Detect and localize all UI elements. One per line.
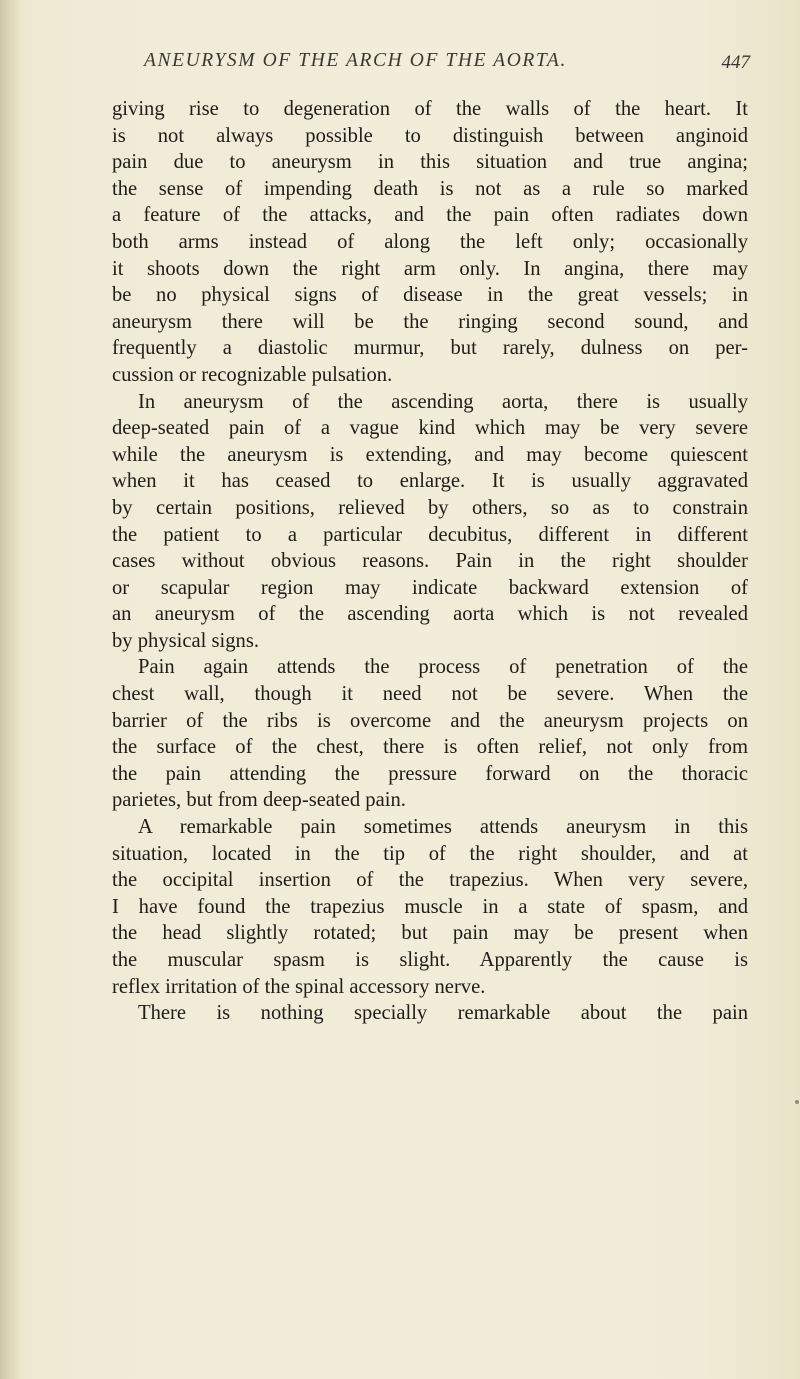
- text-line: cussion or recognizable pulsation.: [112, 363, 393, 386]
- text-line: pain due to aneurysm in this situation and true angina;: [112, 151, 748, 174]
- text-line: the sense of impending death is not as a rule so marked: [112, 177, 748, 200]
- text-line: chest wall, though it need not be severe. When the: [112, 683, 748, 706]
- text-line: a feature of the attacks, and the pain often radiates down: [112, 204, 748, 227]
- text-line: while the aneurysm is extending, and may become quiescent: [112, 443, 748, 466]
- text-line: There is nothing specially remarkable about the pain: [138, 1002, 748, 1025]
- text-line: parietes, but from deep-seated pain.: [112, 789, 406, 812]
- running-head: [110, 50, 750, 86]
- page-number: 447: [721, 52, 750, 73]
- text-line: cases without obvious reasons. Pain in the right shoulder: [112, 550, 748, 573]
- text-line: A remarkable pain sometimes attends aneurysm in this: [138, 816, 748, 839]
- text-line: when it has ceased to enlarge. It is usually aggravated: [112, 470, 748, 493]
- text-line: by certain positions, relieved by others, so as to constrain: [112, 496, 748, 519]
- page-gutter-shadow: [0, 0, 22, 1379]
- text-line: the occipital insertion of the trapezius. When very severe,: [112, 869, 748, 892]
- text-line: the patient to a particular decubitus, different in different: [112, 523, 748, 546]
- text-line: by physical signs.: [112, 629, 260, 652]
- text-line: Pain again attends the process of penetration of the: [138, 656, 748, 679]
- text-line: the pain attending the pressure forward on the thoracic: [112, 762, 748, 785]
- text-line: giving rise to degeneration of the walls of the heart. It: [112, 98, 748, 120]
- text-line: the head slightly rotated; but pain may be present when: [112, 922, 748, 945]
- text-line: aneurysm there will be the ringing second sound, and: [112, 310, 748, 333]
- text-line: situation, located in the tip of the right shoulder, and at: [112, 842, 748, 865]
- text-line: frequently a diastolic murmur, but rarely, dulness on per-: [112, 337, 748, 360]
- text-line: the surface of the chest, there is often relief, not only from: [112, 736, 748, 759]
- paper-speck: [795, 1100, 799, 1104]
- body-text: [112, 96, 748, 1027]
- text-line: In aneurysm of the ascending aorta, there is usually: [138, 390, 748, 413]
- text-line: an aneurysm of the ascending aorta which is not revealed: [112, 603, 748, 626]
- text-line: or scapular region may indicate backward extension of: [112, 576, 748, 599]
- text-line: deep-seated pain of a vague kind which may be very severe: [112, 417, 748, 440]
- running-title: ANEURYSM OF THE ARCH OF THE AORTA.: [144, 50, 567, 71]
- text-line: be no physical signs of disease in the great vessels; in: [112, 284, 748, 307]
- text-line: is not always possible to distinguish between anginoid: [112, 124, 748, 147]
- text-line: the muscular spasm is slight. Apparently the cause is: [112, 949, 748, 971]
- text-line: both arms instead of along the left only; occasionally: [112, 230, 748, 253]
- text-line: barrier of the ribs is overcome and the aneurysm projects on: [112, 709, 748, 732]
- text-line: reflex irritation of the spinal accessory nerve.: [112, 975, 486, 998]
- text-line: I have found the trapezius muscle in a state of spasm, and: [112, 895, 748, 918]
- text-line: it shoots down the right arm only. In angina, there may: [112, 257, 748, 280]
